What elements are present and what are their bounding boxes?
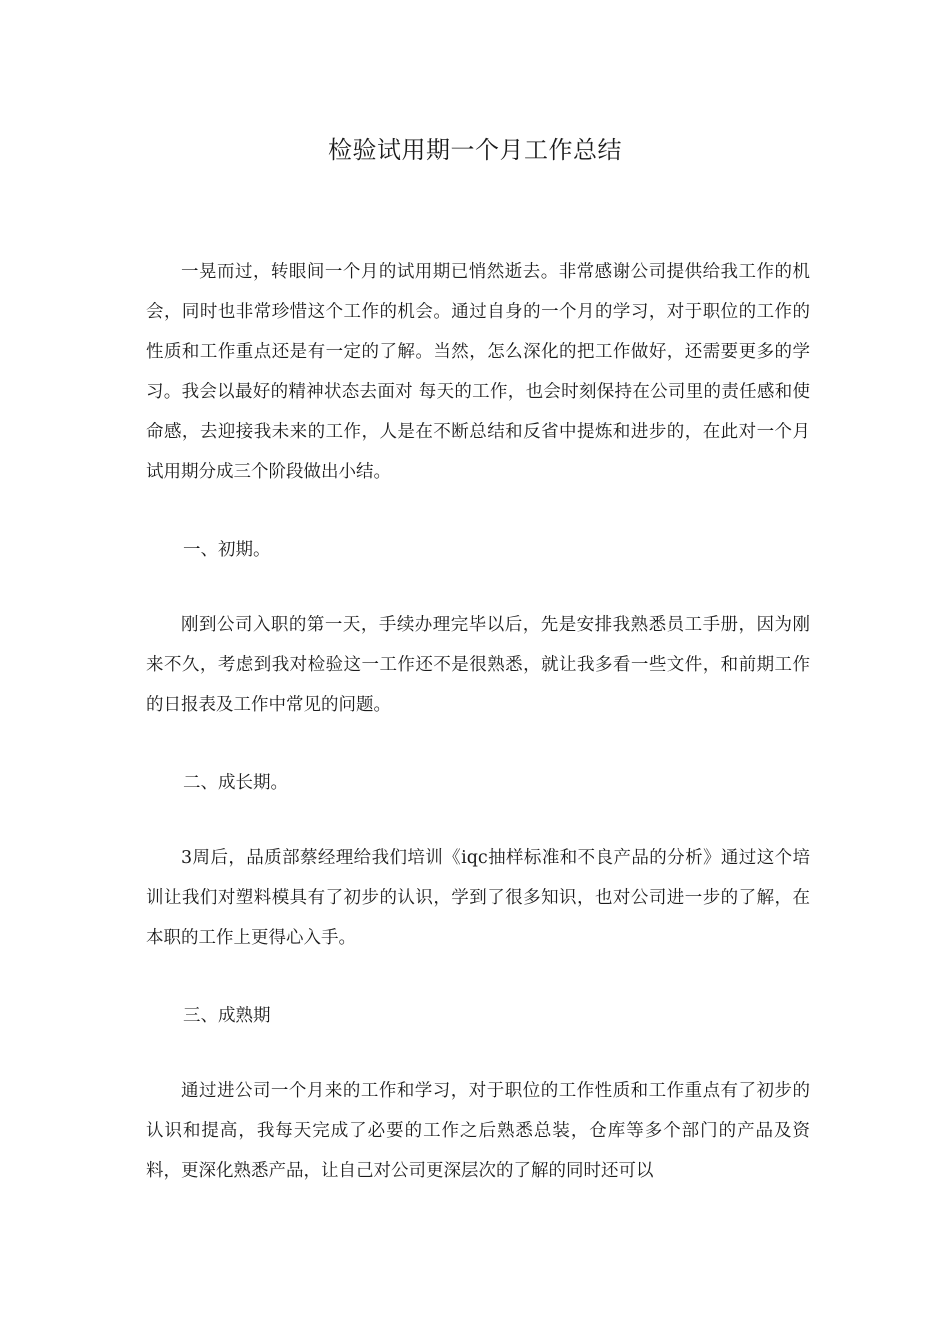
paragraph-intro: 一晃而过，转眼间一个月的试用期已悄然逝去。非常感谢公司提供给我工作的机会，同时也非常珍惜这个工作的机会。通过自身的一个月的学习，对于职位的工作的性质和工作重点还是有一定的了解。当然，怎么深化的把工作做好，还需要更多的学习。我会以最好的精神状态去面对 每天的工作，也会时刻保持在公司里的责任感和使命感，去迎接我未来的工作，人是在不断总结和反省中提炼和进步的，在此对一个月试用期分成三个阶段做出小结。 xyxy=(146,262,810,482)
section-heading-initial: 一、初期。 xyxy=(183,540,271,560)
paragraph-mature: 通过进公司一个月来的工作和学习，对于职位的工作性质和工作重点有了初步的认识和提高，我每天完成了必要的工作之后熟悉总装，仓库等多个部门的产品及资料，更深化熟悉产品，让自己对公司更深层次的了解的同时还可以 xyxy=(146,1081,810,1181)
section-heading-growth: 二、成长期。 xyxy=(183,773,288,793)
section-heading-mature: 三、成熟期 xyxy=(183,1006,271,1026)
paragraph-initial: 刚到公司入职的第一天，手续办理完毕以后，先是安排我熟悉员工手册，因为刚来不久，考虑到我对检验这一工作还不是很熟悉，就让我多看一些文件，和前期工作的日报表及工作中常见的问题。 xyxy=(146,615,810,715)
document-title: 检验试用期一个月工作总结 xyxy=(328,136,622,164)
paragraph-growth: 3周后，品质部蔡经理给我们培训《iqc抽样标准和不良产品的分析》通过这个培训让我们对塑料模具有了初步的认识，学到了很多知识，也对公司进一步的了解，在本职的工作上更得心入手。 xyxy=(146,848,810,948)
